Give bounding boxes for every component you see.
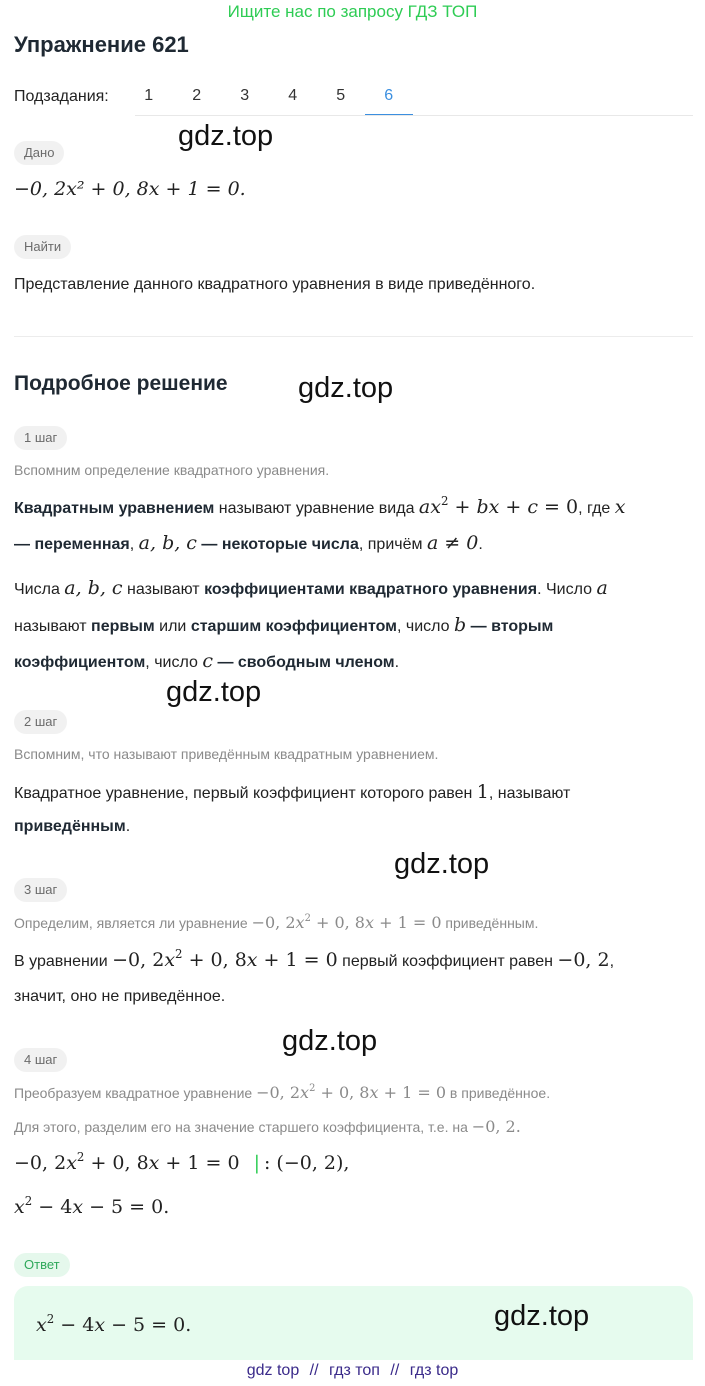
answer-equation: $x^2 - 4x - 5 = 0$. (36, 1311, 192, 1336)
step-4-equation-1: −0, $2x^2 + 0$, 8x + 1 = 0 | : (−0, 2), (14, 1149, 350, 1174)
watermark: gdz.top (282, 1025, 378, 1057)
watermark: gdz.top (494, 1300, 590, 1332)
term-bold: старшим коэффициентом (190, 618, 397, 635)
text: называют (122, 581, 205, 598)
step-1-line-3 (14, 577, 608, 599)
step-1-line-2: — переменная, a, b, c — некоторые числа, причём a ≠ 0. (14, 532, 483, 554)
footer-separator: // (390, 1362, 400, 1379)
answer-badge: Ответ (14, 1253, 70, 1277)
text: , число (396, 618, 454, 635)
variable: a (596, 577, 608, 599)
step-2-hint: Вспомним, что называют приведённым квадратным уравнением. (14, 746, 439, 762)
number: −0, 2 (557, 949, 610, 971)
term-bold: — некоторые числа (201, 536, 359, 553)
term-bold: первым (91, 618, 155, 635)
step-4-equation-2: $x^2 - 4x - 5 = 0$. (14, 1193, 170, 1218)
number: 1 (476, 781, 489, 803)
watermark: gdz.top (178, 120, 274, 152)
tab-subtask-5[interactable]: 5 (336, 87, 346, 104)
text: первый коэффициент равен (337, 953, 558, 970)
step-1-line-5: коэффициентом, число c — свободным членом. (14, 650, 400, 672)
step-4-hint-2 (14, 1117, 521, 1136)
term-bold: коэффициентами квадратного уравнения (204, 581, 538, 598)
variable: c (202, 650, 213, 672)
formula: −0, $2x^2 + 0$, 8x + 1 = 0 (256, 1083, 447, 1102)
solution-heading: Подробное решение (14, 372, 228, 395)
tab-subtask-4[interactable]: 4 (288, 87, 298, 104)
text: , причём (358, 536, 427, 553)
find-badge: Найти (14, 235, 71, 259)
step-1-line-1 (14, 493, 626, 518)
step-4-hint-1 (14, 1083, 550, 1102)
find-text: Представление данного квадратного уравнения в виде приведённого. (14, 276, 536, 293)
formula: a ≠ 0 (426, 532, 479, 554)
section-divider (14, 336, 693, 337)
text: Преобразуем квадратное уравнение (14, 1085, 257, 1101)
step-2-line-2: приведённым. (14, 818, 131, 835)
footer-link-3[interactable]: гдз top (409, 1362, 459, 1379)
formula: −0, $2x^2 + 0$, 8x + 1 = 0 (112, 946, 338, 971)
step-4-badge: 4 шаг (14, 1048, 67, 1072)
tab-subtask-2[interactable]: 2 (192, 87, 202, 104)
subtasks-bar (14, 78, 413, 116)
watermark: gdz.top (298, 372, 394, 404)
tab-subtask-6[interactable]: 6 (365, 78, 413, 116)
variable: b (454, 614, 467, 636)
tab-subtask-1[interactable]: 1 (144, 87, 154, 104)
given-equation: −0, 2x² + 0, 8x + 1 = 0. (14, 178, 246, 200)
text: или (154, 618, 191, 635)
text: Квадратное уравнение, первый коэффициент которого равен (14, 785, 477, 802)
formula: a, b, c (64, 577, 123, 599)
footer-link-1[interactable]: gdz top (246, 1362, 300, 1379)
formula: −0, $2x^2 + 0$, 8x + 1 = 0 (251, 913, 442, 932)
subtask-tabs (125, 78, 413, 116)
formula: a, b, c (138, 532, 197, 554)
top-banner: Ищите нас по запросу ГДЗ ТОП (227, 2, 478, 21)
text: Для этого, разделим его на значение старшего коэффициента, т.е. на (14, 1119, 472, 1135)
term-bold: Квадратным уравнением (14, 500, 215, 517)
text: В уравнении (14, 953, 113, 970)
term-bold: коэффициентом (14, 654, 146, 671)
text: в приведённое. (446, 1085, 551, 1101)
footer-separator: // (309, 1362, 319, 1379)
division-bar: | (253, 1152, 260, 1174)
text: , называют (488, 785, 571, 802)
step-3-hint (14, 913, 538, 932)
answer-box (14, 1286, 693, 1360)
variable: x (614, 496, 626, 518)
step-2-badge: 2 шаг (14, 710, 67, 734)
term-bold: — переменная (14, 536, 130, 553)
footer-link-2[interactable]: гдз топ (329, 1362, 380, 1379)
watermark: gdz.top (166, 676, 262, 708)
step-3-line-1: В уравнении −0, $2x^2 + 0$, 8x + 1 = 0 первый коэффициент равен −0, 2, (14, 946, 615, 971)
step-1-badge: 1 шаг (14, 426, 67, 450)
text: , где (578, 500, 615, 517)
step-1-line-4 (14, 614, 553, 636)
text: Числа (14, 581, 65, 598)
footer-links (0, 1360, 705, 1382)
tab-subtask-3[interactable]: 3 (240, 87, 250, 104)
number: −0, 2. (471, 1117, 521, 1136)
term-bold: приведённым (14, 818, 126, 835)
page-title: Упражнение 621 (14, 32, 189, 57)
step-2-line-1 (14, 781, 570, 803)
term-bold: — вторым (470, 618, 554, 635)
given-badge: Дано (14, 141, 64, 165)
text: приведённым. (441, 915, 539, 931)
subtasks-label: Подзадания: (14, 88, 109, 105)
term-bold: — свободным членом (217, 654, 395, 671)
step-3-badge: 3 шаг (14, 878, 67, 902)
text: называют уравнение вида (214, 500, 419, 517)
tabs-underline (135, 115, 693, 116)
step-3-line-2: значит, оно не приведённое. (14, 988, 226, 1005)
text: Определим, является ли уравнение (14, 915, 252, 931)
text: называют (14, 618, 92, 635)
text: , число (145, 654, 203, 671)
text: . Число (537, 581, 597, 598)
step-1-hint: Вспомним определение квадратного уравнения. (14, 462, 330, 478)
watermark: gdz.top (394, 848, 490, 880)
formula: $ax^2$ + bx + c = 0 (418, 493, 579, 518)
